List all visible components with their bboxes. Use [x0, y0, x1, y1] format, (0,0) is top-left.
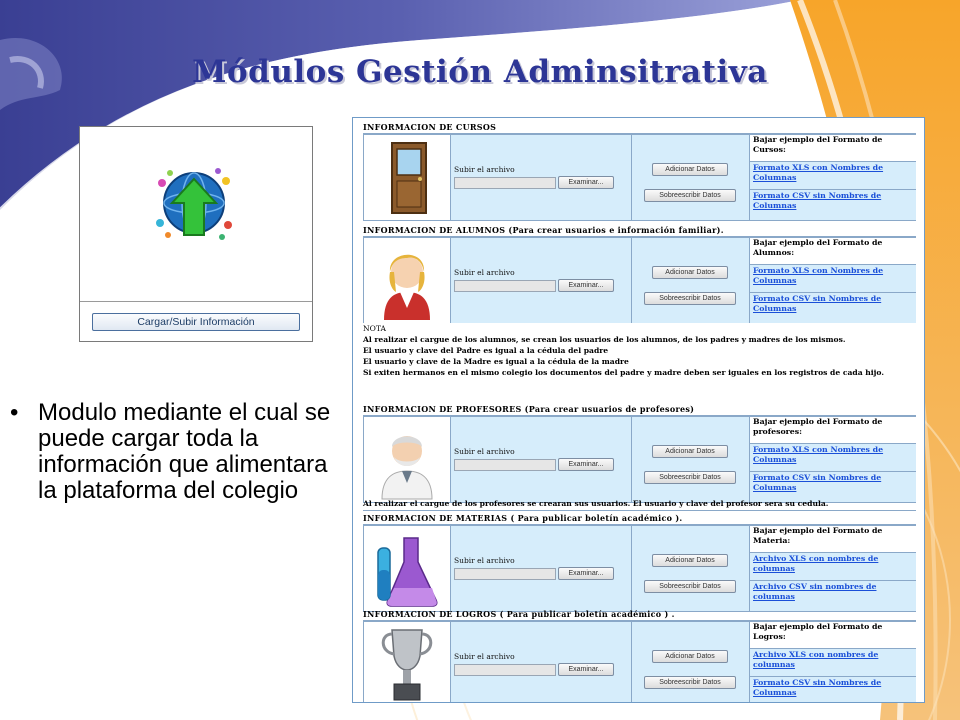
file-path-input[interactable]	[454, 280, 556, 292]
section-row-materias	[363, 525, 916, 612]
overwrite-data-button[interactable]: Sobreescribir Datos	[644, 292, 736, 305]
slide-title: Módulos Gestión Adminsitrativa	[192, 54, 768, 90]
csv-format-link[interactable]: Formato CSV sin Nombres de Columnas	[753, 294, 882, 313]
format-title: Bajar ejemplo del Formato de Cursos:	[750, 135, 916, 162]
note-title: NOTA	[363, 324, 387, 333]
note-line: El usuario y clave de la Madre es igual a la cédula de la madre	[363, 357, 629, 366]
add-data-button[interactable]: Adicionar Datos	[652, 163, 728, 176]
note-line: Si exiten hermanos en el mismo colegio los documentos del padre y madre deben ser iguales en los registros de cada hijo.	[363, 368, 884, 377]
csv-format-link[interactable]: Formato CSV sin Nombres de Columnas	[753, 191, 882, 210]
file-path-input[interactable]	[454, 664, 556, 676]
csv-format-link[interactable]: Archivo CSV sin nombres de columnas	[753, 582, 877, 601]
section-row-profesores	[363, 416, 916, 503]
upload-file-label: Subir el archivo	[454, 556, 515, 565]
add-data-button[interactable]: Adicionar Datos	[652, 445, 728, 458]
browse-button[interactable]: Examinar...	[558, 663, 614, 676]
csv-format-link[interactable]: Formato CSV sin Nombres de Columnas	[753, 678, 882, 697]
overwrite-data-button[interactable]: Sobreescribir Datos	[644, 676, 736, 689]
upload-file-label: Subir el archivo	[454, 165, 515, 174]
browse-button[interactable]: Examinar...	[558, 176, 614, 189]
note-line: El usuario y clave del Padre es igual a la cédula del padre	[363, 346, 609, 355]
overwrite-data-button[interactable]: Sobreescribir Datos	[644, 471, 736, 484]
upload-file-label: Subir el archivo	[454, 652, 515, 661]
section-row-cursos	[363, 134, 916, 221]
section-header-logros: INFORMACION DE LOGROS ( Para publicar boletín académico ) .	[363, 608, 916, 621]
widget-divider	[80, 301, 312, 302]
format-title: Bajar ejemplo del Formato de Logros:	[750, 622, 916, 649]
lab-flasks-icon	[364, 526, 450, 611]
upload-screen	[352, 117, 925, 703]
xls-format-link[interactable]: Formato XLS con Nombres de Columnas	[750, 163, 916, 190]
upload-file-label: Subir el archivo	[454, 447, 515, 456]
add-data-button[interactable]: Adicionar Datos	[652, 650, 728, 663]
upload-file-label: Subir el archivo	[454, 268, 515, 277]
trophy-icon	[364, 622, 450, 703]
section-header-profesores: INFORMACION DE PROFESORES (Para crear usuarios de profesores)	[363, 403, 916, 416]
xls-format-link[interactable]: Archivo XLS con nombres de columnas	[750, 650, 916, 677]
browse-button[interactable]: Examinar...	[558, 458, 614, 471]
format-title: Bajar ejemplo del Formato de Alumnos:	[750, 238, 916, 265]
teachers-note: Al realizar el cargue de los profesores se crearan sus usuarios. El usuario y clave del profesor sera su cedula.	[363, 498, 916, 511]
browse-button[interactable]: Examinar...	[558, 567, 614, 580]
xls-format-link[interactable]: Archivo XLS con nombres de columnas	[750, 554, 916, 581]
bullet-point	[10, 400, 345, 504]
upload-widget	[79, 126, 313, 342]
file-path-input[interactable]	[454, 459, 556, 471]
csv-format-link[interactable]: Formato CSV sin Nombres de Columnas	[753, 473, 882, 492]
bullet-text: Modulo mediante el cual se puede cargar toda la información que alimentara la plataforma del colegio	[38, 399, 331, 504]
format-title: Bajar ejemplo del Formato de Materia:	[750, 526, 916, 553]
section-header-cursos: INFORMACION DE CURSOS	[363, 121, 916, 134]
add-data-button[interactable]: Adicionar Datos	[652, 266, 728, 279]
upload-info-button[interactable]: Cargar/Subir Información	[92, 313, 300, 331]
section-header-alumnos: INFORMACION DE ALUMNOS (Para crear usuarios e información familiar).	[363, 224, 916, 237]
door-icon	[364, 135, 450, 220]
overwrite-data-button[interactable]: Sobreescribir Datos	[644, 189, 736, 202]
overwrite-data-button[interactable]: Sobreescribir Datos	[644, 580, 736, 593]
xls-format-link[interactable]: Formato XLS con Nombres de Columnas	[750, 266, 916, 293]
browse-button[interactable]: Examinar...	[558, 279, 614, 292]
section-header-materias: INFORMACION DE MATERIAS ( Para publicar boletín académico ).	[363, 512, 916, 525]
student-icon	[364, 238, 450, 323]
section-row-alumnos	[363, 237, 916, 324]
bullet-marker: •	[10, 399, 19, 426]
file-path-input[interactable]	[454, 177, 556, 189]
students-note	[363, 323, 916, 405]
xls-format-link[interactable]: Formato XLS con Nombres de Columnas	[750, 445, 916, 472]
format-title: Bajar ejemplo del Formato de profesores:	[750, 417, 916, 444]
teacher-icon	[364, 417, 450, 502]
upload-globe-icon	[152, 163, 236, 247]
note-line: Al realizar el cargue de los alumnos, se crean los usuarios de los alumnos, de los padres y madres de los mismos.	[363, 335, 846, 344]
section-row-logros	[363, 621, 916, 703]
file-path-input[interactable]	[454, 568, 556, 580]
add-data-button[interactable]: Adicionar Datos	[652, 554, 728, 567]
